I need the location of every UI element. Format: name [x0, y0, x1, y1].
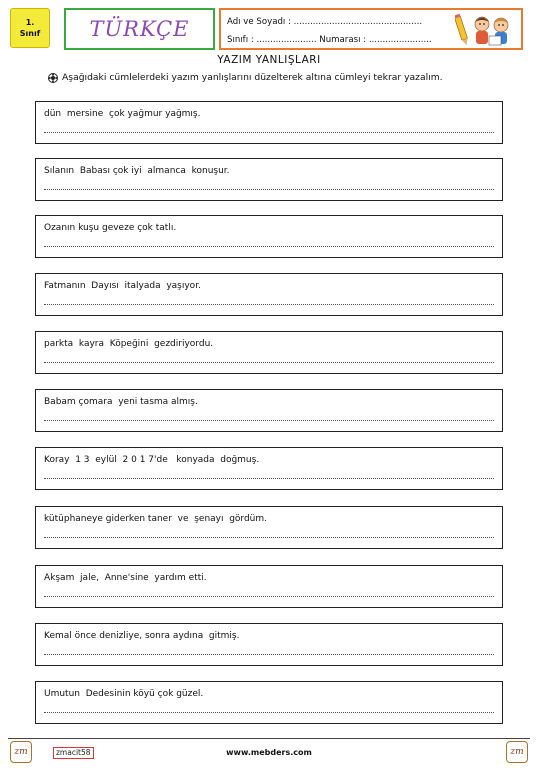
title-box: [64, 8, 215, 50]
name-field[interactable]: Adı ve Soyadı : ...............................................: [227, 17, 423, 27]
exercise-sentence: Babam çomara yeni tasma almış.: [44, 397, 198, 407]
exercise-sentence: Koray 1 3 eylül 2 0 1 7'de konyada doğmuş.: [44, 455, 260, 465]
answer-line[interactable]: [44, 537, 494, 538]
answer-line[interactable]: [44, 654, 494, 655]
answer-line[interactable]: [44, 420, 494, 421]
page-title: TÜRKÇE: [89, 17, 190, 41]
class-number-field[interactable]: Sınıfı : ...................... Numarası : .......................: [227, 35, 432, 45]
exercise-sentence: dün mersine çok yağmur yağmış.: [44, 109, 201, 119]
exercise-sentence: Ozanın kuşu geveze çok tatlı.: [44, 223, 177, 233]
exercise-box: [35, 389, 503, 432]
exercise-box: [35, 681, 503, 724]
instruction-text: [48, 72, 443, 83]
answer-line[interactable]: [44, 246, 494, 247]
exercise-sentence: Umutun Dedesinin köyü çok güzel.: [44, 689, 204, 699]
exercise-box: [35, 565, 503, 608]
grade-badge: [10, 8, 50, 48]
exercise-box: [35, 158, 503, 201]
exercise-box: [35, 215, 503, 258]
exercise-sentence: Fatmanın Dayısı italyada yaşıyor.: [44, 281, 201, 291]
student-info-box: [219, 8, 523, 50]
exercise-box: [35, 331, 503, 374]
zm-logo-right: zm: [506, 741, 528, 763]
instruction-label: Aşağıdaki cümlelerdeki yazım yanlışlarını düzelterek altına cümleyi tekrar yazalım.: [62, 72, 443, 83]
answer-line[interactable]: [44, 304, 494, 305]
exercise-box: [35, 506, 503, 549]
exercise-sentence: Kemal önce denizliye, sonra aydına gitmiş.: [44, 631, 240, 641]
exercise-box: [35, 101, 503, 144]
exercise-sentence: Akşam jale, Anne'sine yardım etti.: [44, 573, 207, 583]
footer-divider: [8, 738, 530, 739]
exercise-sentence: parkta kayra Köpeğini gezdiriyordu.: [44, 339, 214, 349]
answer-line[interactable]: [44, 362, 494, 363]
grade-number: 1.: [25, 18, 35, 27]
exercise-sentence: kütüphaneye giderken taner ve şenayı gördüm.: [44, 514, 268, 524]
exercise-box: [35, 447, 503, 490]
website-link[interactable]: www.mebders.com: [226, 748, 312, 757]
exercise-sentence: Sılanın Babası çok iyi almanca konuşur.: [44, 166, 230, 176]
author-tag: zmacit58: [53, 747, 94, 759]
answer-line[interactable]: [44, 478, 494, 479]
exercise-box: [35, 623, 503, 666]
exercise-box: [35, 273, 503, 316]
answer-line[interactable]: [44, 712, 494, 713]
answer-line[interactable]: [44, 189, 494, 190]
worksheet-heading: YAZIM YANLIŞLARI: [217, 54, 321, 66]
children-with-pencil-icon: [455, 12, 517, 48]
zm-logo-left: zm: [10, 741, 32, 763]
answer-line[interactable]: [44, 596, 494, 597]
flower-bullet-icon: [48, 73, 58, 83]
grade-label: Sınıf: [19, 29, 41, 38]
answer-line[interactable]: [44, 132, 494, 133]
